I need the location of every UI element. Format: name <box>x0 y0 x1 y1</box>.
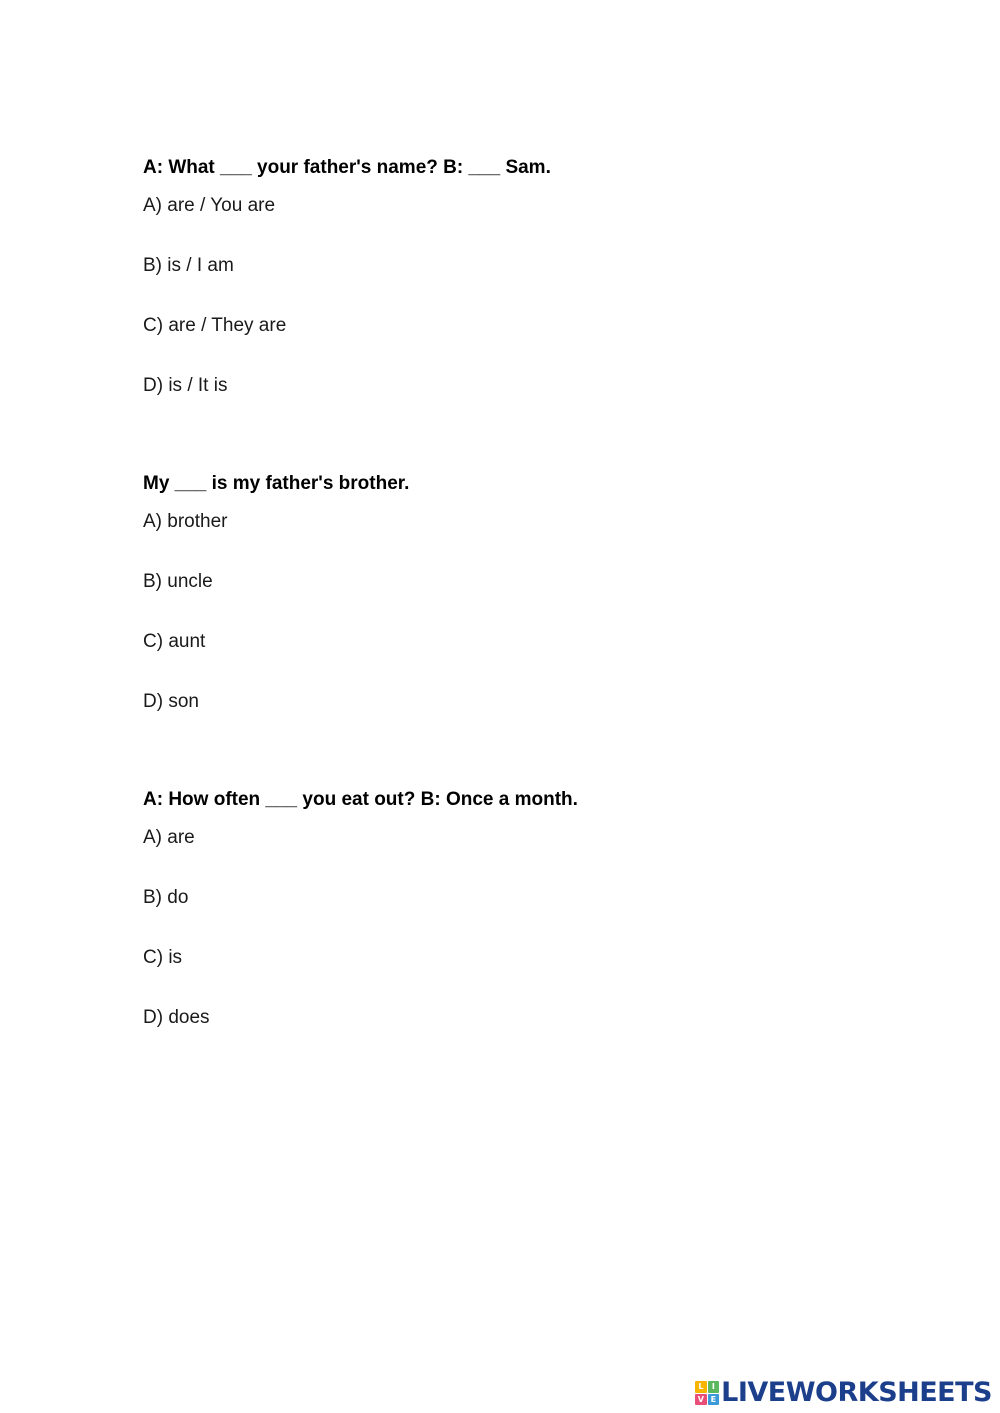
question-prompt: A: What ___ your father's name? B: ___ Sam. <box>143 157 551 178</box>
question-3 <box>143 787 578 1031</box>
answer-option-a[interactable]: A) brother <box>143 511 228 532</box>
logo-tile: V <box>695 1394 707 1406</box>
liveworksheets-watermark <box>695 1376 992 1410</box>
answer-option-d[interactable]: D) does <box>143 1007 210 1028</box>
answer-option-b[interactable]: B) do <box>143 887 189 908</box>
question-1 <box>143 155 551 399</box>
answer-option-b[interactable]: B) is / I am <box>143 255 234 276</box>
logo-tile: E <box>708 1394 720 1406</box>
question-prompt: My ___ is my father's brother. <box>143 473 410 494</box>
question-prompt: A: How often ___ you eat out? B: Once a month. <box>143 789 578 810</box>
answer-option-a[interactable]: A) are / You are <box>143 195 276 216</box>
answer-option-a[interactable]: A) are <box>143 827 195 848</box>
answer-option-c[interactable]: C) are / They are <box>143 315 287 336</box>
answer-option-d[interactable]: D) is / It is <box>143 375 228 396</box>
answer-option-d[interactable]: D) son <box>143 691 199 712</box>
logo-tile: I <box>708 1381 720 1393</box>
answer-option-c[interactable]: C) is <box>143 947 183 968</box>
brand-name: LIVEWORKSHEETS <box>721 1377 992 1408</box>
liveworksheets-logo-icon <box>695 1381 719 1405</box>
question-2 <box>143 471 409 715</box>
answer-option-b[interactable]: B) uncle <box>143 571 213 592</box>
answer-option-c[interactable]: C) aunt <box>143 631 206 652</box>
logo-tile: L <box>695 1381 707 1393</box>
